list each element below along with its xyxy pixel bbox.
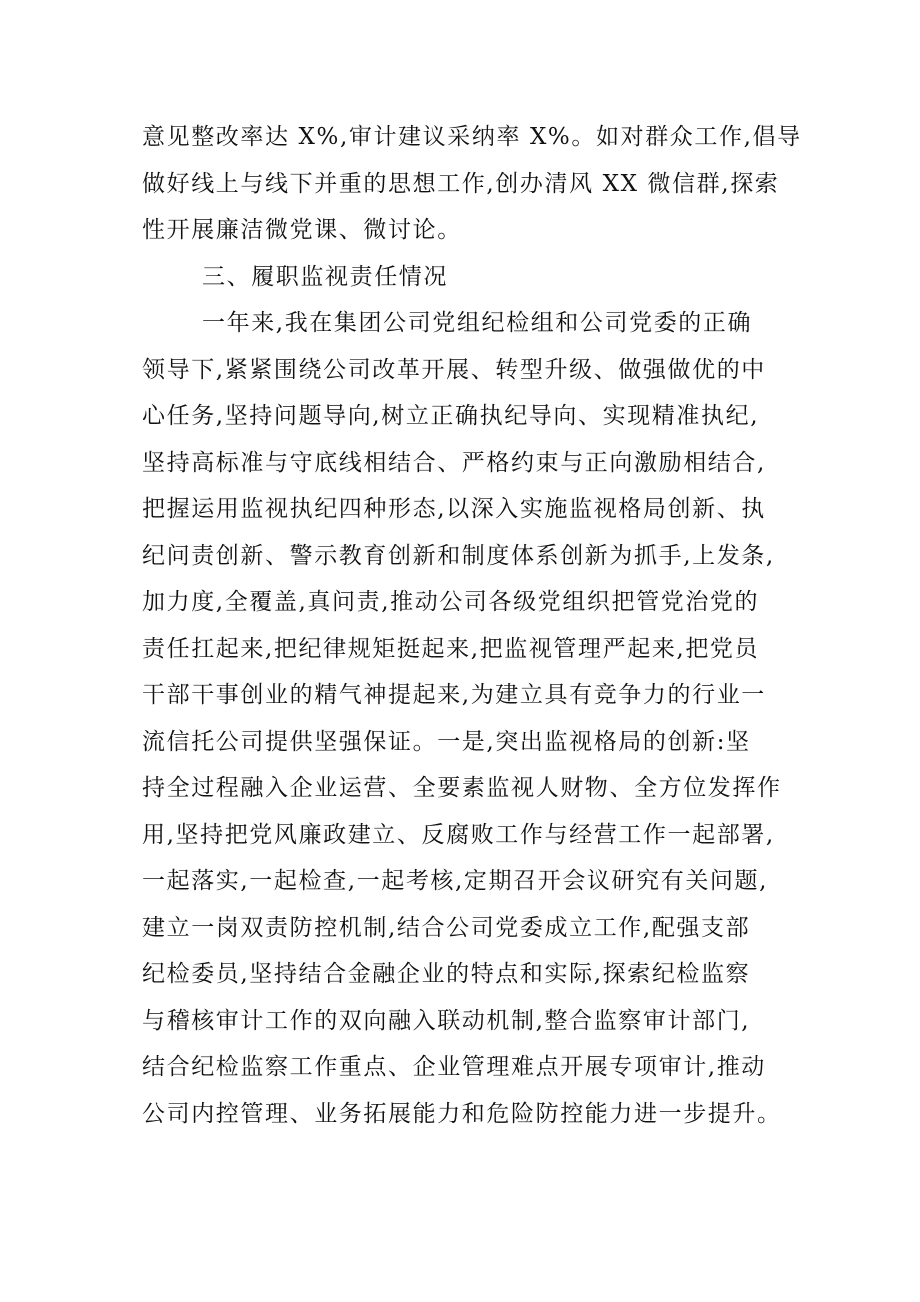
text-line: 领导下,紧紧围绕公司改革开展、转型升级、做强做优的中 bbox=[142, 356, 766, 383]
text-line: 坚持高标准与守底线相结合、严格约束与正向激励相结合, bbox=[142, 449, 766, 476]
text-line: 建立一岗双责防控机制,结合公司党委成立工作,配强支部 bbox=[142, 914, 751, 941]
text-line: 心任务,坚持问题导向,树立正确执纪导向、实现精准执纪, bbox=[142, 403, 760, 429]
text-line: 做好线上与线下并重的思想工作,创办清风 XX 微信群,探索 bbox=[142, 170, 780, 197]
text-line: 流信托公司提供坚强保证。一是,突出监视格局的创新:坚 bbox=[142, 728, 751, 755]
text-line: 持全过程融入企业运营、全要素监视人财物、全方位发挥作 bbox=[142, 775, 782, 801]
text-line: 纪检委员,坚持结合金融企业的特点和实际,探索纪检监察 bbox=[142, 961, 751, 987]
text-line: 一起落实,一起检查,一起考核,定期召开会议研究有关问题, bbox=[142, 868, 769, 894]
text-line: 把握运用监视执纪四种形态,以深入实施监视格局创新、执 bbox=[142, 496, 766, 522]
text-line: 与稽核审计工作的双向融入联动机制,整合监察审计部门, bbox=[142, 1007, 751, 1034]
section-heading: 三、履职监视责任情况 bbox=[202, 263, 448, 290]
body-text bbox=[142, 114, 822, 1137]
paragraph-first-line: 一年来,我在集团公司党组纪检组和公司党委的正确 bbox=[202, 310, 753, 336]
text-line: 干部干事创业的精气神提起来,为建立具有竞争力的行业一 bbox=[142, 682, 766, 708]
text-line: 责任扛起来,把纪律规矩挺起来,把监视管理严起来,把党员 bbox=[142, 635, 760, 662]
text-line: 结合纪检监察工作重点、企业管理难点开展专项审计,推动 bbox=[142, 1054, 766, 1080]
text-line: 纪问责创新、警示教育创新和制度体系创新为抓手,上发条, bbox=[142, 542, 775, 569]
text-line: 用,坚持把党风廉政建立、反腐败工作与经营工作一起部署, bbox=[142, 821, 775, 848]
text-line: 意见整改率达 X%,审计建议采纳率 X%。如对群众工作,倡导 bbox=[142, 124, 802, 150]
text-line: 加力度,全覆盖,真问责,推动公司各级党组织把管党治党的 bbox=[142, 589, 760, 615]
text-line: 公司内控管理、业务拓展能力和危险防控能力进一步提升。 bbox=[142, 1100, 782, 1127]
text-line: 性开展廉洁微党课、微讨论。 bbox=[142, 217, 462, 243]
